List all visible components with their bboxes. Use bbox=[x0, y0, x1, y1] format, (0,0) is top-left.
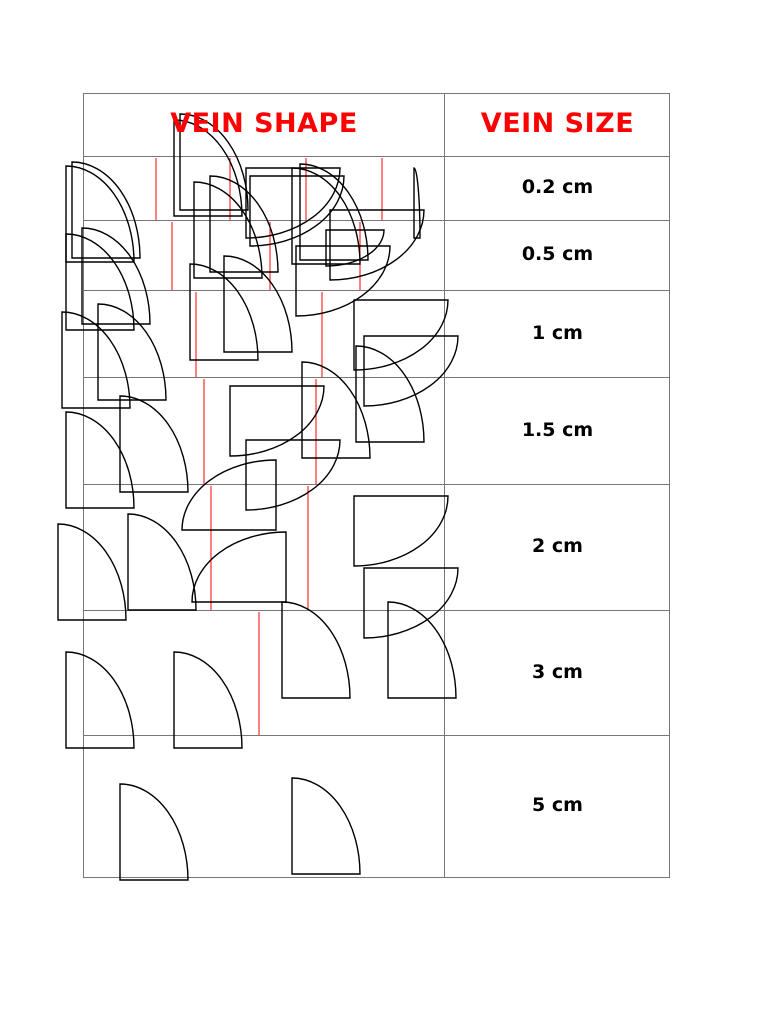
vein-size-header: VEIN SIZE bbox=[480, 108, 635, 139]
vein-shape-icon bbox=[174, 652, 242, 748]
vein-shape-icon bbox=[246, 168, 340, 238]
size-label-1cm: 1 cm bbox=[532, 322, 583, 344]
vein-shape-icon bbox=[62, 312, 130, 408]
vein-shapes bbox=[58, 114, 458, 880]
vein-shape-icon bbox=[388, 602, 456, 698]
vein-shape-icon bbox=[182, 460, 276, 530]
vein-shape-icon bbox=[302, 362, 370, 458]
vein-shape-icon bbox=[292, 778, 360, 874]
vein-shape-icon bbox=[354, 300, 448, 370]
vein-shape-icon bbox=[192, 532, 286, 602]
vein-shape-icon bbox=[364, 336, 458, 406]
vein-shape-icon bbox=[296, 246, 390, 316]
size-label-3cm: 3 cm bbox=[532, 661, 583, 683]
vein-shape-icon bbox=[364, 568, 458, 638]
vein-shape-icon bbox=[66, 412, 134, 508]
vein-shape-icon bbox=[210, 176, 278, 272]
table-grid bbox=[84, 94, 670, 878]
size-label-0-2cm: 0.2 cm bbox=[521, 176, 594, 198]
size-label-0-5cm: 0.5 cm bbox=[521, 243, 594, 265]
vein-shape-icon bbox=[66, 652, 134, 748]
vein-shape-icon bbox=[58, 524, 126, 620]
vein-shape-icon bbox=[354, 496, 448, 566]
size-label-2cm: 2 cm bbox=[532, 535, 583, 557]
vein-shape-icon bbox=[246, 440, 340, 510]
vein-shape-icon bbox=[414, 168, 420, 238]
table-border bbox=[84, 94, 670, 878]
vein-shape-icon bbox=[224, 256, 292, 352]
vein-shape-icon bbox=[282, 602, 350, 698]
vein-shape-icon bbox=[98, 304, 166, 400]
size-label-5cm: 5 cm bbox=[532, 794, 583, 816]
vein-shape-icon bbox=[120, 784, 188, 880]
vein-shape-header: VEIN SHAPE bbox=[170, 108, 358, 139]
size-label-1-5cm: 1.5 cm bbox=[521, 419, 594, 441]
vein-shape-icon bbox=[230, 386, 324, 456]
vein-shape-icon bbox=[128, 514, 196, 610]
